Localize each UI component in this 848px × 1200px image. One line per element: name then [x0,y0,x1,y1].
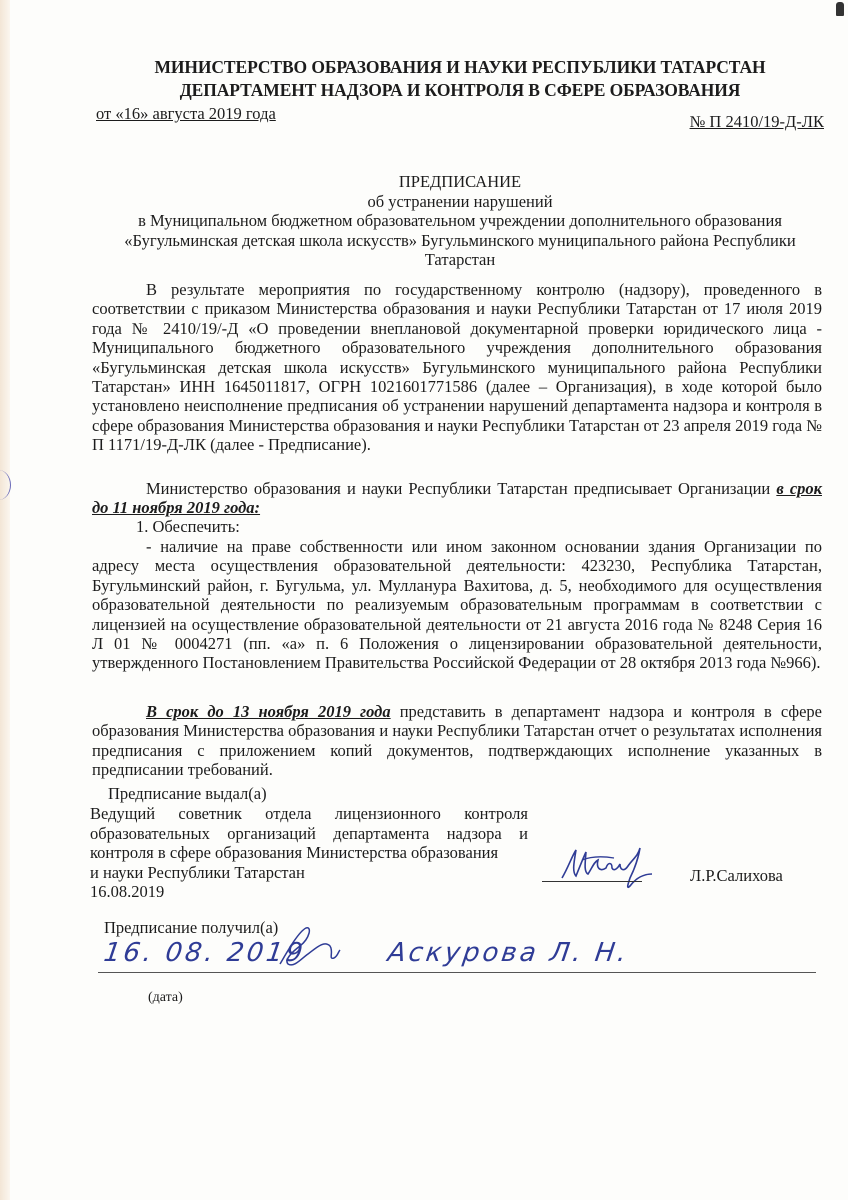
scan-edge [0,0,10,1200]
received-by-label: Предписание получил(а) [104,918,279,937]
document-subtitle: об устранении нарушений [367,191,553,211]
report-paragraph [92,702,822,780]
organization-line-1: в Муниципальном бюджетном образовательном учреждении дополнительного образования [138,211,782,230]
handwritten-date: 16. 08. 2019 [101,938,308,968]
date-caption: (дата) [148,990,183,1005]
issue-date: 16.08.2019 [90,882,165,901]
recipient-signature-line [98,972,816,973]
ministry-heading: МИНИСТЕРСТВО ОБРАЗОВАНИЯ И НАУКИ РЕСПУБЛИКИ ТАТАРСТАН [154,57,766,77]
department-heading: ДЕПАРТАМЕНТ НАДЗОРА И КОНТРОЛЯ В СФЕРЕ ОБРАЗОВАНИЯ [179,80,741,100]
organization-line-2: «Бугульминская детская школа искусств» Бугульминского муниципального района Республики [124,230,796,250]
recipient-signature-icon [272,924,342,972]
report-deadline: В срок до 13 ноября 2019 года [146,702,391,721]
list-item-1: 1. Обеспечить: [136,517,240,536]
issuer-signature-line [542,881,642,882]
document-title: ПРЕДПИСАНИЕ [398,172,522,191]
document-number: № П 2410/19-Д-ЛК [689,112,824,131]
organization-line-3: Татарстан [424,250,496,269]
report-text: представить в департамент надзора и контроля в сфере образования Министерства образования и науки Республики Татарстан отчет о результатах исполнения предписания с приложением копий документов, подтверждающих исполнение указанных в предписании требований. [92,702,822,780]
issuer-name: Л.Р.Салихова [690,866,783,885]
intro-paragraph: В результате мероприятия по государственному контролю (надзору), проведенного в соответствии с приказом Министерства образования и науки Республики Татарстан от 17 июля 2019 года № 2410/19/-Д «О проведении внеплановой документарной проверки юридического лица - Муниципального бюджетного образовательного учреждения дополнительного образования «Бугульминская детская школа искусств» Бугульминского муниципального района Республики Татарстан» ИНН 1645011817, ОГРН 1021601771586 (далее – Организация), в ходе которой было установлено неисполнение предписания об устранении нарушений департамента надзора и контроля в сфере образования Министерства образования и науки Республики Татарстан от 23 апреля 2019 года № П 1171/19-Д-ЛК (далее - Предписание). [92,280,822,455]
prescription-deadline: в срок до 11 ноября 2019 года: [92,479,822,518]
prescription-text: Министерство образования и науки Республики Татарстан предписывает Организации [146,479,777,498]
prescription-paragraph [92,479,822,518]
issuer-position-last: и науки Республики Татарстан [90,862,305,882]
issuer-block [90,804,528,902]
requirement-paragraph: - наличие на праве собственности или ином законном основании здания Организации по адресу места осуществления образовательной деятельности: 423230, Республика Татарстан, Бугульминский район, г. Бугульма, ул. Мулланура Вахитова, д. 5, необходимого для осуществления образовательной деятельности по реализуемым образовательным программам в соответствии с лицензией на осуществление образовательной деятельности от 21 августа 2016 года № 8248 Серия 16 Л 01 № 0004271 (пп. «а» п. 6 Положения о лицензировании образовательной деятельности, утвержденного Постановлением Правительства Российской Федерации от 28 октября 2013 года №966). [92,537,822,673]
document-date: от «16» августа 2019 года [96,104,276,123]
issuer-signature-icon [558,838,658,894]
document-title-block [90,172,830,270]
handwritten-recipient-name: Аскурова Л. Н. [385,938,632,968]
recipient-handwriting [102,938,631,968]
scan-corner-mark [836,2,844,16]
issued-by-label: Предписание выдал(а) [108,784,267,803]
issuer-position: Ведущий советник отдела лицензионного контроля образовательных организаций департамента надзора и контроля в сфере образования Министерства образования [90,804,528,862]
